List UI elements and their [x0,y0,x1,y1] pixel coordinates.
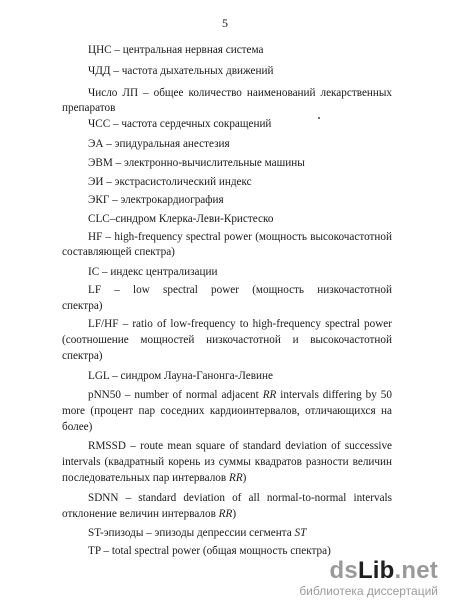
abbr-entry-chss: ЧСС – частота сердечных сокращений [88,118,272,130]
abbr-entry-rmssd: RMSSD – route mean square of standard deviation of successive [88,440,392,452]
watermark-subtitle: библиотека диссертаций [299,584,438,598]
abbr-entry-rmssd-cont1: intervals (квадратный корень из суммы квадратов разности величин [62,456,392,468]
abbr-entry-chislo-lp: Число ЛП – общее количество наименований лекарственных [88,87,392,99]
abbr-entry-evm: ЭВМ – электронно-вычислительные машины [88,157,305,169]
abbr-entry-ic: IC – индекс централизации [88,266,218,278]
abbr-entry-pnn50-cont1: more (процент пар соседних кардиоинтервалов, отличающихся на [62,405,392,417]
abbr-entry-rmssd-cont2: последовательных пар интервалов RR) [62,472,247,484]
abbr-entry-chislo-lp-cont: препаратов [62,102,116,114]
abbr-entry-pnn50: pNN50 – number of normal adjacent RR intervals differing by 50 [88,389,392,401]
abbr-entry-chdd: ЧДД – частота дыхательных движений [88,65,274,77]
abbr-entry-lf: LF – low spectral power (мощность низкочастотной [88,284,392,296]
abbr-entry-ei: ЭИ – экстрасистолический индекс [88,176,252,188]
abbr-entry-lf-hf-cont1: (соотношение мощностей низкочастотной и высокочастотной [62,334,392,346]
abbr-entry-hf: HF – high-frequency spectral power (мощность высокочастотной [88,231,392,243]
page-number: 5 [222,16,228,30]
abbr-entry-ekg: ЭКГ – электрокардиография [88,194,224,206]
abbr-entry-lgl: LGL – синдром Лауна-Ганонга-Левине [88,370,273,382]
abbr-entry-st: ST-эпизоды – эпизоды депрессии сегмента ST [88,527,307,539]
abbr-entry-ea: ЭА – эпидуральная анестезия [88,138,230,150]
abbr-entry-cns: ЦНС – центральная нервная система [88,44,264,56]
abbr-entry-hf-cont: составляющей спектра) [62,246,175,258]
abbr-entry-lf-hf-cont2: спектра) [62,350,103,362]
abbr-entry-pnn50-cont2: более) [62,421,93,433]
abbr-entry-clc: CLC–синдром Клерка-Леви-Кристеско [88,213,274,225]
abbr-entry-tp: TP – total spectral power (общая мощность спектра) [88,545,331,557]
abbr-entry-lf-hf: LF/HF – ratio of low-frequency to high-frequency spectral power [88,318,392,330]
abbr-entry-lf-cont: спектра) [62,300,103,312]
abbr-entry-sdnn: SDNN – standard deviation of all normal-to-normal intervals [88,492,392,504]
abbr-entry-sdnn-cont: отклонение величин интервалов RR) [62,508,237,520]
scan-speck [318,117,320,119]
watermark-logo: dsLib.net [329,557,438,584]
watermark [299,558,438,598]
